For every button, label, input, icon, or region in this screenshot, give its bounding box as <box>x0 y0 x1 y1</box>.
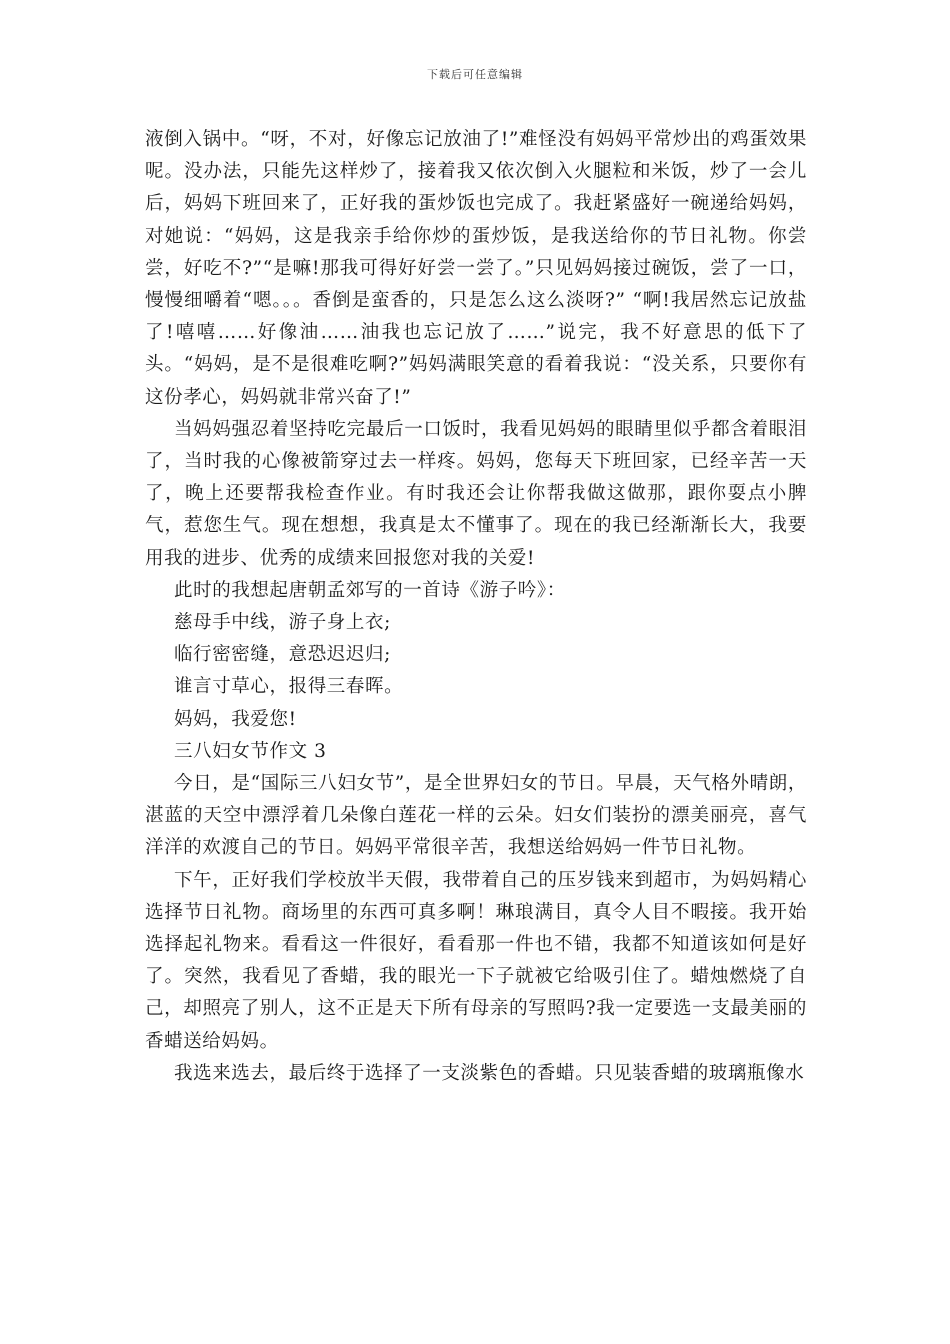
paragraph: 我选来选去，最后终于选择了一支淡紫色的香蜡。只见装香蜡的玻璃瓶像水 <box>174 1062 805 1084</box>
poem-line: 谁言寸草心，报得三春晖。 <box>174 676 404 698</box>
poem-intro-line: 此时的我想起唐朝孟郊写的一首诗《游子吟》： <box>174 579 566 601</box>
paragraph: 今日，是“国际三八妇女节”，是全世界妇女的节日。早晨，天气格外晴朗，湛蓝的天空中漂浮着几朵像白莲花一样的云朵。妇女们装扮的漂美丽亮，喜气洋洋的欢渡自己的节日。妈妈平常很辛苦，我想送给妈妈一件节日礼物。 <box>145 773 807 859</box>
section-heading: 三八妇女节作文 3 <box>174 740 327 762</box>
poem-line: 临行密密缝，意恐迟迟归; <box>174 644 391 666</box>
document-body <box>145 124 807 1090</box>
paragraph: 下午，正好我们学校放半天假，我带着自己的压岁钱来到超市，为妈妈精心选择节日礼物。商场里的东西可真多啊！琳琅满目，真令人目不暇接。我开始选择起礼物来。看看这一件很好，看看那一件也不错，我都不知道该如何是好了。突然，我看见了香蜡，我的眼光一下子就被它给吸引住了。蜡烛燃烧了自己，却照亮了别人，这不正是天下所有母亲的写照吗?我一定要选一支最美丽的香蜡送给妈妈。 <box>145 869 807 1052</box>
poem-line: 慈母手中线，游子身上衣; <box>174 612 391 634</box>
paragraph: 当妈妈强忍着坚持吃完最后一口饭时，我看见妈妈的眼睛里似乎都含着眼泪了，当时我的心像被箭穿过去一样疼。妈妈，您每天下班回家，已经辛苦一天了，晚上还要帮我检查作业。有时我还会让你帮我做这做那，跟你耍点小脾气，惹您生气。现在想想，我真是太不懂事了。现在的我已经渐渐长大，我要用我的进步、优秀的成绩来回报您对我的关爱! <box>145 418 807 569</box>
paragraph: 液倒入锅中。“呀，不对，好像忘记放油了!”难怪没有妈妈平常炒出的鸡蛋效果呢。没办法，只能先这样炒了，接着我又依次倒入火腿粒和米饭，炒了一会儿后，妈妈下班回来了，正好我的蛋炒饭也完成了。我赶紧盛好一碗递给妈妈，对她说：“妈妈，这是我亲手给你炒的蛋炒饭，是我送给你的节日礼物。你尝尝，好吃不?”“是嘛!那我可得好好尝一尝了。”只见妈妈接过碗饭，尝了一口，慢慢细嚼着“嗯。。。香倒是蛮香的，只是怎么这么淡呀?” “啊!我居然忘记放盐了!嘻嘻……好像油……油我也忘记放了……”说完，我不好意思的低下了头。“妈妈，是不是很难吃啊?”妈妈满眼笑意的看着我说：“没关系，只要你有这份孝心，妈妈就非常兴奋了!” <box>145 129 807 408</box>
closing-line: 妈妈，我爱您! <box>174 708 297 730</box>
page-header: 下载后可任意编辑 <box>427 68 523 81</box>
